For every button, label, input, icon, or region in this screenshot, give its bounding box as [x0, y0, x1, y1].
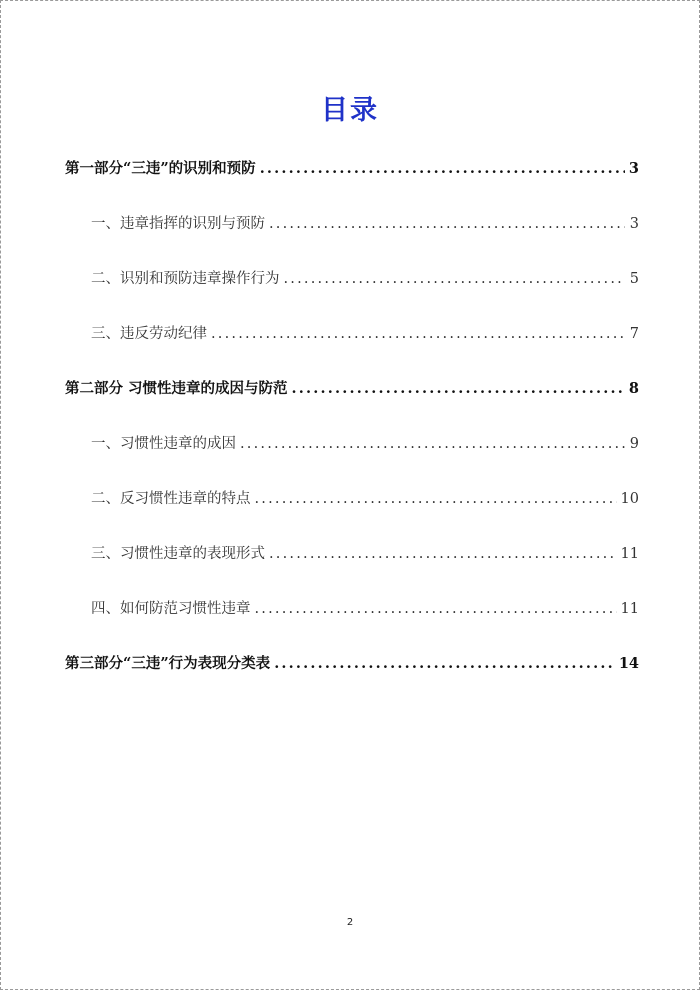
toc-dot-leader: [274, 646, 615, 682]
toc-entry-page: 14: [618, 655, 639, 672]
toc-dot-leader: [269, 536, 617, 572]
toc-entry-text: 三、违反劳动纪律: [91, 326, 207, 342]
toc-entry[interactable]: [65, 261, 639, 316]
toc-entry-text: 一、违章指挥的识别与预防: [91, 216, 265, 232]
toc-dot-leader: [269, 206, 625, 242]
toc-entry-text: 第二部分 习惯性违章的成因与防范: [65, 380, 288, 397]
toc-entry-text: 四、如何防范习惯性违章: [91, 601, 251, 617]
toc-title: 目录: [321, 95, 379, 126]
toc-entry-text: 第三部分“三违”行为表现分类表: [65, 655, 271, 672]
toc-entry[interactable]: [65, 316, 639, 371]
toc-dot-leader: [292, 371, 625, 407]
toc-entry-page: 7: [629, 326, 639, 342]
toc-dot-leader: [211, 316, 625, 352]
toc-entry[interactable]: [65, 536, 639, 591]
toc-entry[interactable]: [65, 426, 639, 481]
toc-entry-text: 二、识别和预防违章操作行为: [91, 271, 280, 287]
toc-dot-leader: [255, 481, 617, 517]
toc-entry-text: 二、反习惯性违章的特点: [91, 491, 251, 507]
toc-dot-leader: [240, 426, 625, 462]
toc-dot-leader: [260, 151, 625, 187]
toc-entry-text: 三、习惯性违章的表现形式: [91, 546, 265, 562]
toc-entry-text: 第一部分“三违”的识别和预防: [65, 160, 256, 177]
toc-entry[interactable]: [65, 371, 639, 426]
toc-entry-page: 11: [620, 601, 639, 617]
toc-dot-leader: [255, 591, 617, 627]
toc-entry-page: 11: [620, 546, 639, 562]
toc-entry[interactable]: [65, 151, 639, 206]
toc-entry-page: 10: [620, 491, 639, 507]
toc-dot-leader: [284, 261, 626, 297]
toc-entry[interactable]: [65, 481, 639, 536]
toc-entry-text: 一、习惯性违章的成因: [91, 436, 236, 452]
toc-entry-page: 8: [628, 380, 639, 397]
toc-entry[interactable]: [65, 591, 639, 646]
toc-entry[interactable]: [65, 206, 639, 261]
toc-entry-page: 3: [628, 160, 639, 177]
toc-entry-page: 5: [629, 271, 639, 287]
page-number: 2: [346, 917, 354, 928]
toc-entry[interactable]: [65, 646, 639, 701]
toc-entry-page: 9: [629, 436, 639, 452]
toc-entry-page: 3: [629, 216, 639, 232]
table-of-contents: [65, 151, 639, 701]
